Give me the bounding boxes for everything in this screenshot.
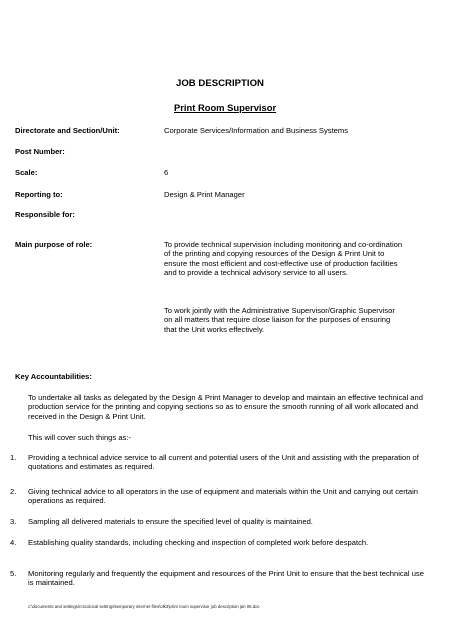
list-item-number: 4. xyxy=(10,538,17,547)
footer-file-path: c:\documents and settings\rcscolocal settings\temporary internet files\olk3\print room supervisor job description jan 06.doc xyxy=(28,604,260,609)
key-accountabilities-heading: Key Accountabilities: xyxy=(15,372,92,381)
list-item-text: Providing a technical advice service to all current and potential users of the Unit and assisting with the preparation of quotations and estimates as required. xyxy=(28,453,419,472)
list-item-number: 2. xyxy=(10,487,17,496)
list-item-number: 3. xyxy=(10,517,17,526)
cover-text: This will cover such things as:- xyxy=(28,433,131,442)
purpose-text-2: To work jointly with the Administrative Supervisor/Graphic Supervisor on all matters that require close liaison for the purposes of ensuring that the Unit works effectively. xyxy=(164,306,395,334)
directorate-value: Corporate Services/Information and Business Systems xyxy=(164,126,349,135)
list-item-text: Establishing quality standards, including checking and inspection of completed work before despatch. xyxy=(28,538,369,547)
scale-label: Scale: xyxy=(15,168,38,177)
post-number-label: Post Number: xyxy=(15,147,65,156)
scale-value: 6 xyxy=(164,168,169,177)
document-subtitle: Print Room Supervisor xyxy=(174,102,277,113)
purpose-label: Main purpose of role: xyxy=(15,240,93,249)
directorate-label: Directorate and Section/Unit: xyxy=(15,126,120,135)
list-item-number: 5. xyxy=(10,569,17,578)
list-item-text: Monitoring regularly and frequently the equipment and resources of the Print Unit to ensure that the best technical use is maintained. xyxy=(28,569,424,588)
key-accountabilities-intro: To undertake all tasks as delegated by the Design & Print Manager to develop and maintain an effective technical and production service for the printing and copying sections so as to ensure the smooth running of all work allocated and received in the Design & Print Unit. xyxy=(28,393,423,421)
document-title: JOB DESCRIPTION xyxy=(176,78,264,89)
list-item-number: 1. xyxy=(10,453,17,462)
reporting-value: Design & Print Manager xyxy=(164,190,245,199)
reporting-label: Reporting to: xyxy=(15,190,63,199)
list-item-text: Sampling all delivered materials to ensure the specified level of quality is maintained. xyxy=(28,517,313,526)
purpose-text-1: To provide technical supervision including monitoring and co-ordination of the printing and copying resources of the Design & Print Unit to ensure the most efficient and cost-effective use of production facilities and to provide a technical advisory service to all users. xyxy=(164,240,403,278)
list-item-text: Giving technical advice to all operators in the use of equipment and materials within the Unit and carrying out certain operations as required. xyxy=(28,487,419,506)
responsible-label: Responsible for: xyxy=(15,210,75,219)
